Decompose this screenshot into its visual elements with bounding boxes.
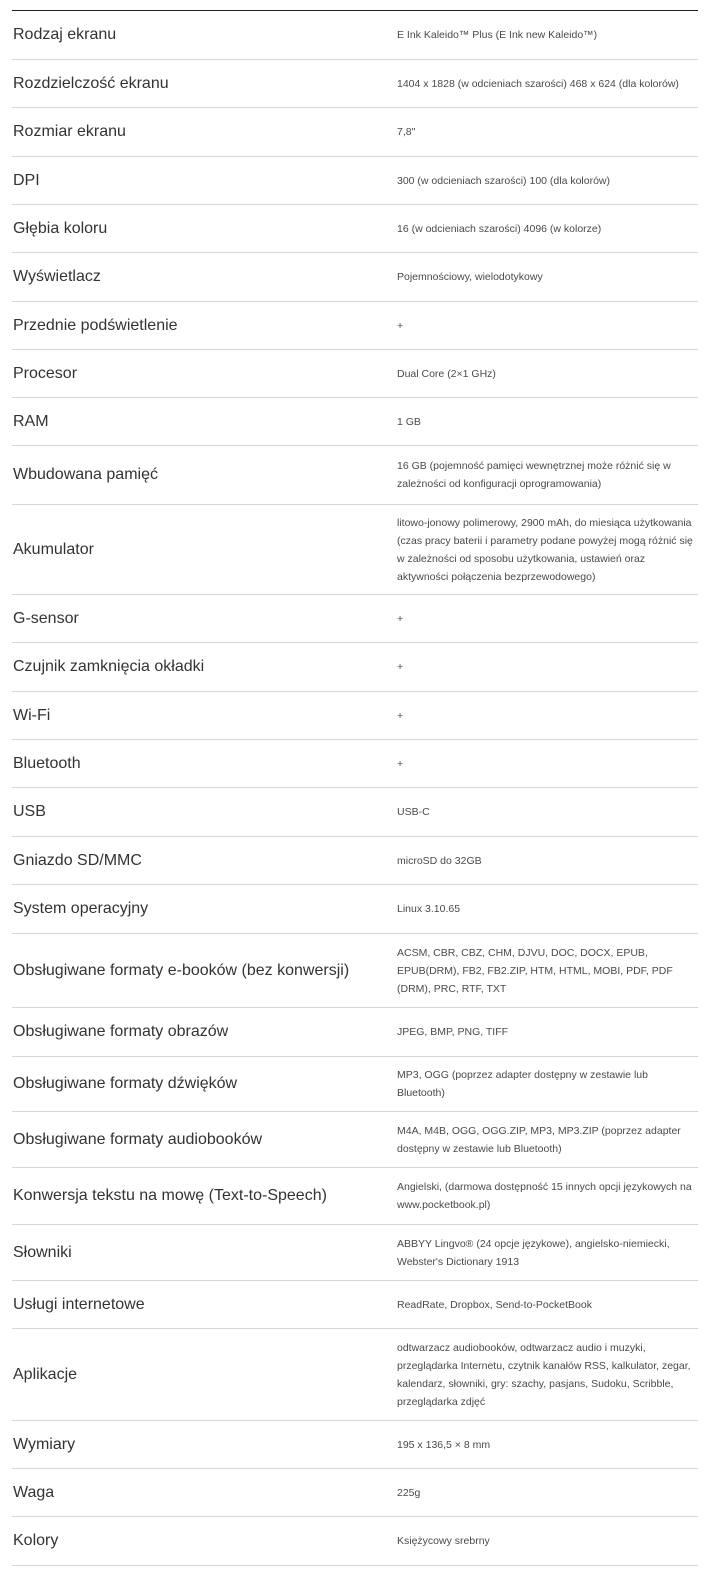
spec-value: 1404 x 1828 (w odcieniach szarości) 468 x 624 (dla kolorów) bbox=[397, 77, 679, 90]
spec-label: Kolory bbox=[13, 1532, 59, 1549]
spec-value: MP3, OGG (poprzez adapter dostępny w zestawie lub Bluetooth) bbox=[397, 1069, 648, 1099]
spec-label: Konwersja tekstu na mowę (Text-to-Speech) bbox=[13, 1187, 327, 1204]
spec-value: + bbox=[397, 661, 404, 673]
spec-row bbox=[12, 740, 698, 788]
spec-row bbox=[12, 446, 698, 505]
spec-value: JPEG, BMP, PNG, TIFF bbox=[397, 1026, 509, 1038]
spec-value: ACSM, CBR, CBZ, CHM, DJVU, DOC, DOCX, EPUB, EPUB(DRM), FB2, FB2.ZIP, HTM, HTML, MOBI, PDF, PDF (DRM), PRC, RTF, TXT bbox=[397, 946, 673, 995]
spec-label: Rodzaj ekranu bbox=[13, 26, 117, 43]
spec-label: Rozdzielczość ekranu bbox=[13, 74, 169, 92]
spec-row bbox=[12, 205, 698, 253]
spec-label: Rozmiar ekranu bbox=[13, 123, 126, 140]
spec-label: Wyświetlacz bbox=[13, 268, 101, 285]
spec-label: Wbudowana pamięć bbox=[13, 466, 158, 483]
spec-value: 195 x 136,5 × 8 mm bbox=[397, 1438, 491, 1451]
spec-label: Wymiary bbox=[13, 1435, 76, 1453]
spec-row bbox=[12, 398, 698, 446]
spec-row bbox=[12, 1281, 698, 1329]
spec-value: USB-C bbox=[397, 806, 430, 818]
spec-value: 7,8" bbox=[397, 126, 416, 138]
spec-value: M4A, M4B, OGG, OGG.ZIP, MP3, MP3.ZIP (poprzez adapter dostępny w zestawie lub Bluetooth) bbox=[397, 1124, 681, 1155]
spec-row bbox=[12, 505, 698, 595]
spec-label: Obsługiwane formaty e-booków (bez konwersji) bbox=[13, 961, 350, 979]
spec-row bbox=[12, 1008, 698, 1057]
spec-value: 1 GB bbox=[397, 415, 421, 428]
spec-value: 300 (w odcieniach szarości) 100 (dla kolorów) bbox=[397, 174, 611, 187]
spec-row bbox=[12, 595, 698, 643]
spec-value: 225g bbox=[397, 1486, 421, 1499]
spec-row bbox=[12, 1225, 698, 1281]
spec-row bbox=[12, 1329, 698, 1421]
spec-row bbox=[12, 11, 698, 60]
spec-label: Czujnik zamknięcia okładki bbox=[13, 658, 205, 675]
spec-row bbox=[12, 253, 698, 302]
spec-row bbox=[12, 1469, 698, 1517]
spec-row bbox=[12, 643, 698, 692]
spec-row bbox=[12, 350, 698, 398]
spec-value: ReadRate, Dropbox, Send-to-PocketBook bbox=[397, 1298, 592, 1311]
spec-label: Akumulator bbox=[13, 540, 94, 558]
spec-label: Wi-Fi bbox=[13, 706, 51, 724]
spec-value: litowo-jonowy polimerowy, 2900 mAh, do miesiąca użytkowania (czas pracy baterii i parametry podane powyżej mogą różnić się w zależności od sposobu użytkowania, ustawień oraz aktywności połączenia bezprzewodowego) bbox=[397, 516, 693, 583]
spec-label: Obsługiwane formaty audiobooków bbox=[13, 1130, 263, 1148]
spec-label: Procesor bbox=[13, 364, 78, 382]
spec-label: Przednie podświetlenie bbox=[13, 316, 178, 334]
spec-row bbox=[12, 1112, 698, 1168]
spec-label: Obsługiwane formaty obrazów bbox=[13, 1023, 229, 1040]
spec-label: USB bbox=[13, 803, 46, 820]
spec-value: microSD do 32GB bbox=[397, 854, 482, 867]
spec-row bbox=[12, 1168, 698, 1225]
spec-row bbox=[12, 1517, 698, 1566]
spec-value: + bbox=[397, 612, 404, 625]
spec-row bbox=[12, 1421, 698, 1469]
spec-row bbox=[12, 1057, 698, 1112]
spec-row bbox=[12, 60, 698, 108]
spec-label: Słowniki bbox=[13, 1243, 72, 1261]
spec-value: Dual Core (2×1 GHz) bbox=[397, 367, 496, 380]
spec-row bbox=[12, 108, 698, 157]
spec-label: Gniazdo SD/MMC bbox=[13, 851, 142, 869]
spec-value: Angielski, (darmowa dostępność 15 innych opcji językowych na www.pocketbook.pl) bbox=[397, 1181, 692, 1211]
spec-label: G-sensor bbox=[13, 609, 79, 627]
spec-label: Głębia koloru bbox=[13, 219, 108, 237]
spec-label: Usługi internetowe bbox=[13, 1295, 145, 1313]
spec-label: RAM bbox=[13, 412, 49, 430]
spec-value: Linux 3.10.65 bbox=[397, 903, 461, 915]
spec-label: Obsługiwane formaty dźwięków bbox=[13, 1075, 238, 1092]
spec-value: ABBYY Lingvo® (24 opcje językowe), angielsko-niemiecki, Webster's Dictionary 1913 bbox=[397, 1237, 670, 1268]
spec-value: + bbox=[397, 709, 404, 722]
spec-value: Pojemnościowy, wielodotykowy bbox=[397, 271, 543, 283]
spec-value: + bbox=[397, 319, 404, 332]
spec-value: + bbox=[397, 757, 404, 770]
spec-value: 16 GB (pojemność pamięci wewnętrznej może różnić się w zależności od konfiguracji oprogramowania) bbox=[397, 460, 671, 490]
spec-row bbox=[12, 788, 698, 837]
spec-label: System operacyjny bbox=[13, 900, 149, 917]
spec-row bbox=[12, 885, 698, 934]
spec-row bbox=[12, 837, 698, 885]
spec-value: odtwarzacz audiobooków, odtwarzacz audio i muzyki, przeglądarka Internetu, czytnik kanałów RSS, kalkulator, zegar, kalendarz, słowniki, gry: szachy, pasjans, Sudoku, Scribble, przeglądarka zdjęć bbox=[397, 1341, 691, 1408]
spec-row bbox=[12, 302, 698, 350]
spec-row bbox=[12, 934, 698, 1008]
spec-label: Aplikacje bbox=[13, 1365, 78, 1383]
spec-row bbox=[12, 692, 698, 740]
spec-row bbox=[12, 157, 698, 205]
spec-value: Księżycowy srebrny bbox=[397, 1535, 490, 1547]
spec-table bbox=[12, 10, 698, 1566]
spec-label: DPI bbox=[13, 171, 40, 189]
spec-label: Bluetooth bbox=[13, 754, 81, 772]
spec-value: E Ink Kaleido™ Plus (E Ink new Kaleido™) bbox=[397, 29, 598, 41]
spec-label: Waga bbox=[13, 1483, 55, 1501]
spec-value: 16 (w odcieniach szarości) 4096 (w kolorze) bbox=[397, 222, 602, 235]
